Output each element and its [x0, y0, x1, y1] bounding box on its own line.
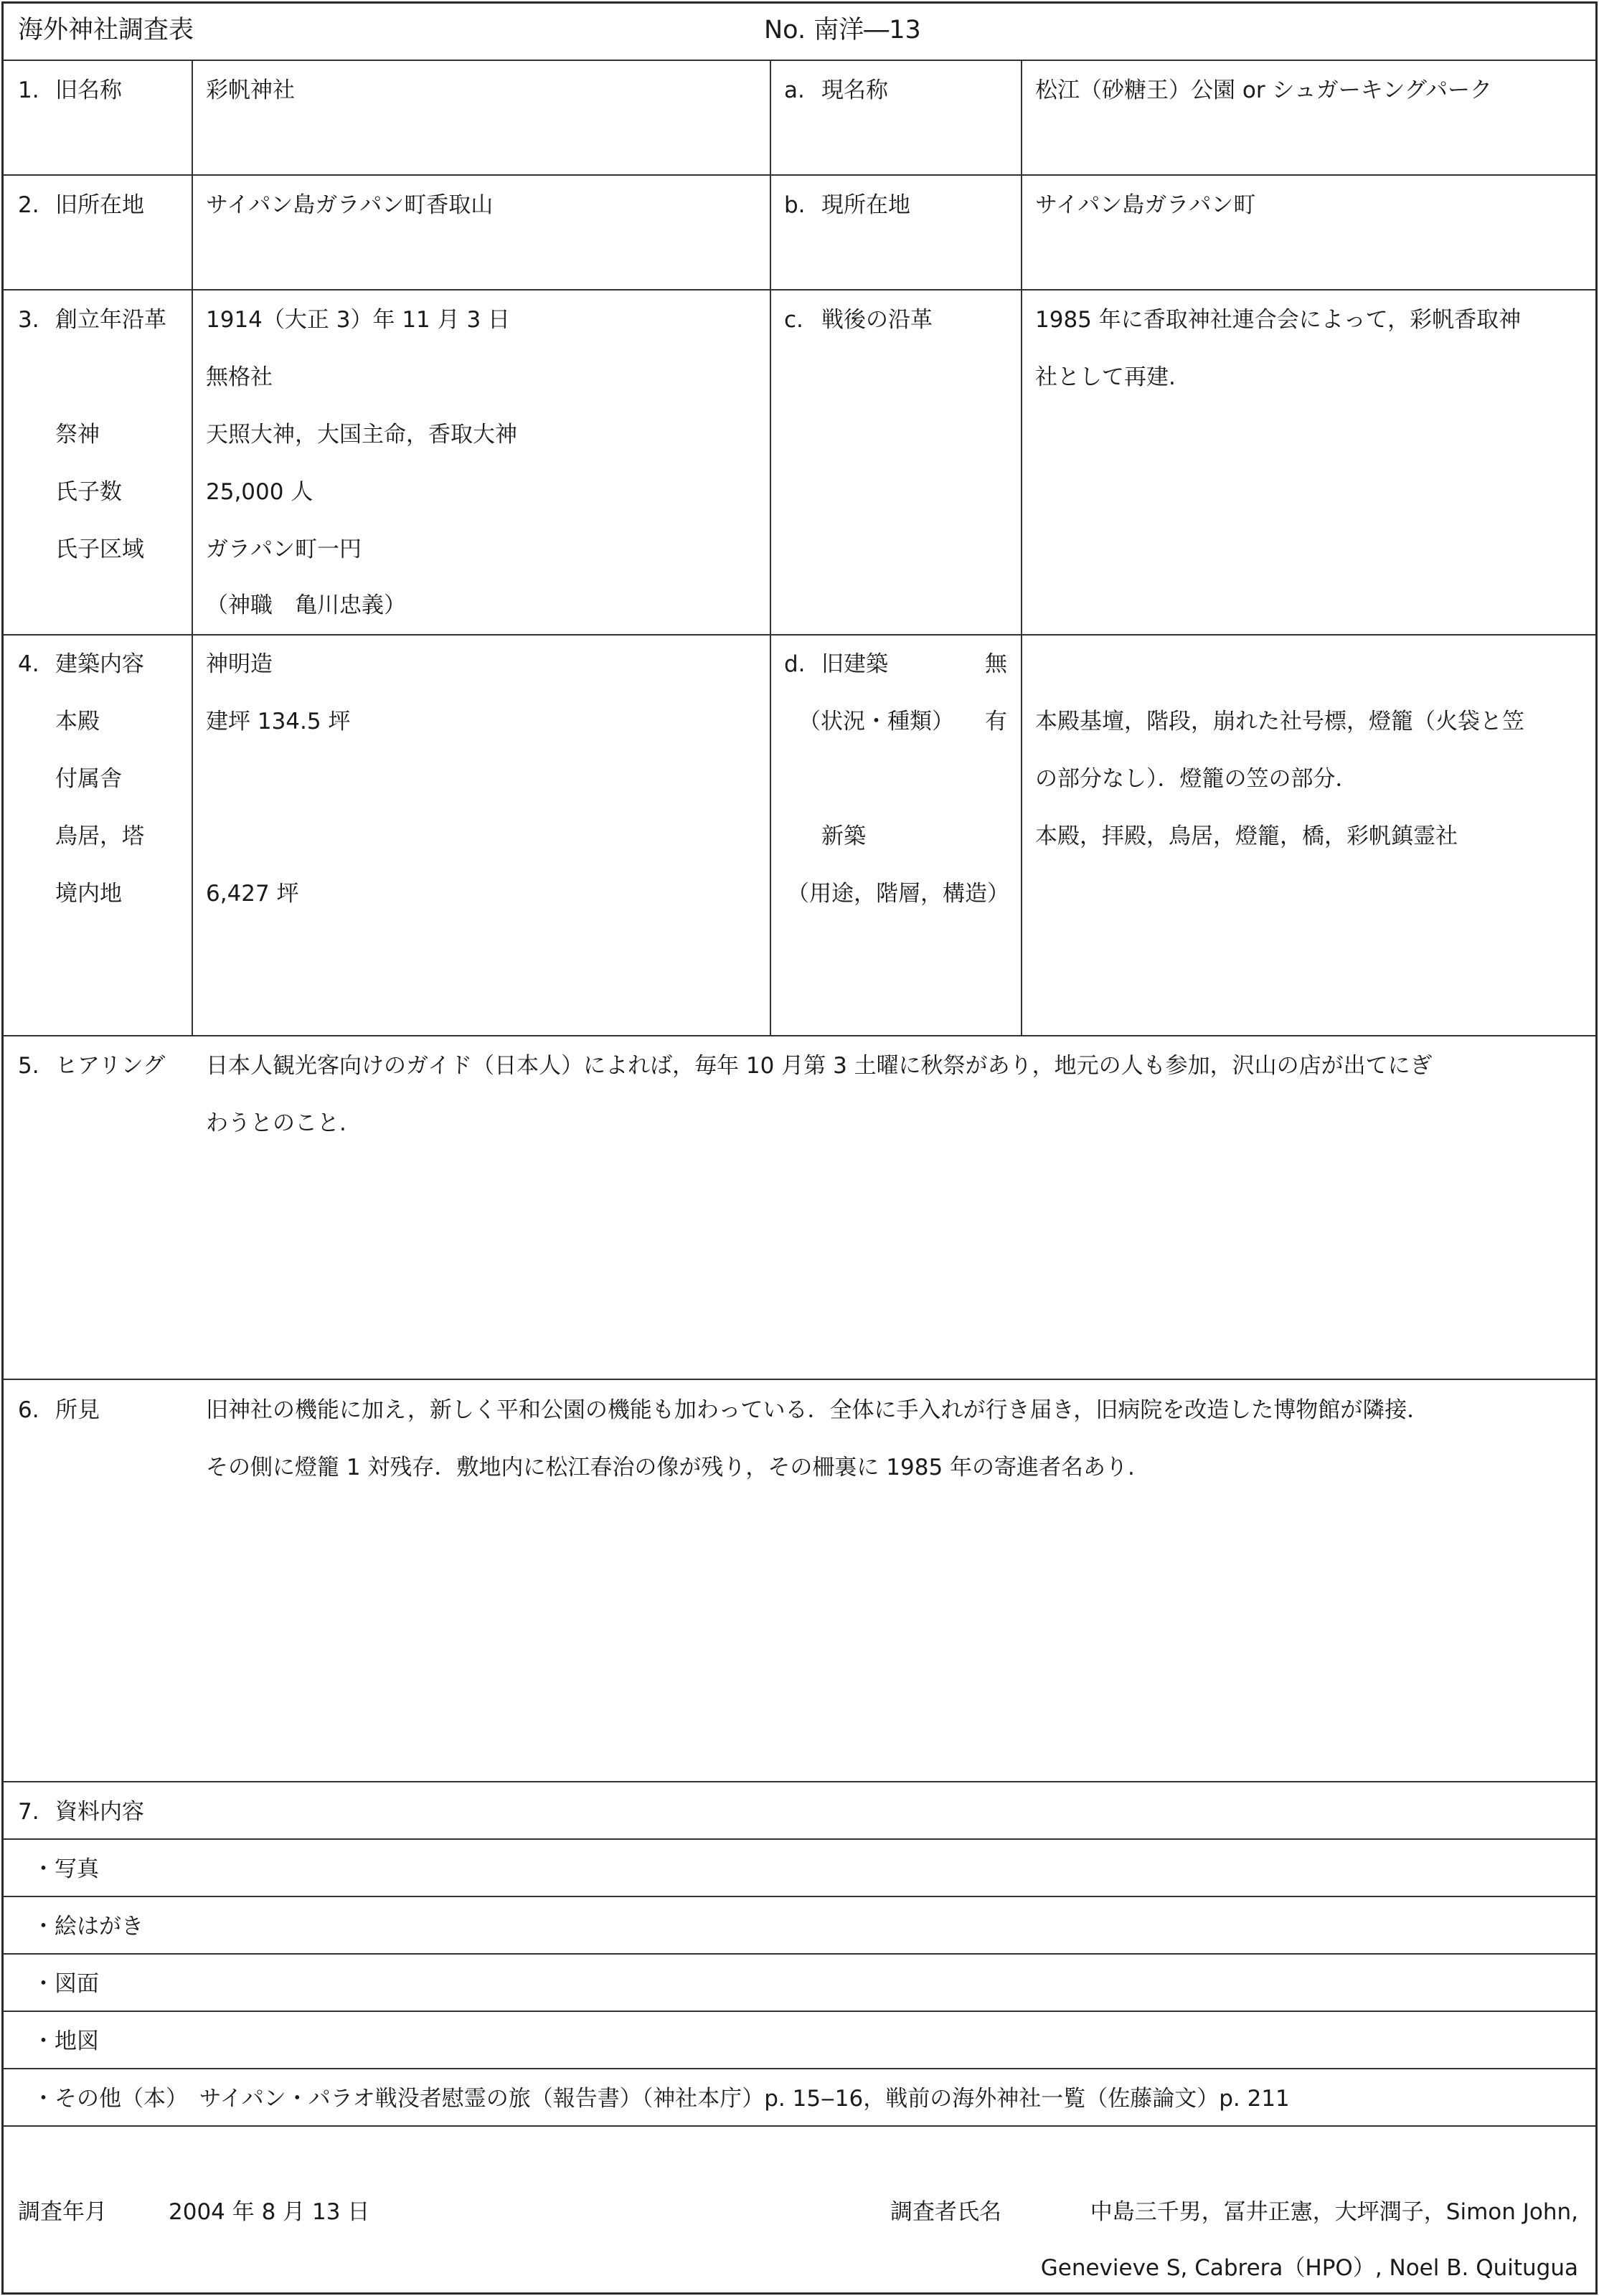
- sec4-has-value-line2: の部分なし）．燈籠の笠の部分．: [1035, 766, 1358, 792]
- sec2-sub-label: 現所在地: [821, 192, 910, 218]
- form-title: 海外神社調査表: [18, 16, 194, 44]
- sec2-value: サイパン島ガラパン町香取山: [206, 192, 494, 218]
- sec6-line2: その側に燈籠 1 対残存．敷地内に松江春治の像が残り，その柵裏に 1985 年の寄進者名あり.: [206, 1455, 1135, 1480]
- survey-date: 2004 年 8 月 13 日: [169, 2199, 370, 2225]
- sec4-has-value-line1: 本殿基壇，階段，崩れた社号標，燈籠（火袋と笠: [1035, 709, 1524, 734]
- sec6-line1: 旧神社の機能に加え，新しく平和公園の機能も加わっている．全体に手入れが行き届き，旧病院を改造した博物館が隣接．: [206, 1397, 1430, 1423]
- sec2-label: 旧所在地: [55, 192, 144, 218]
- survey-form: [1, 1, 1598, 2295]
- sec6-label: 所見: [55, 1397, 100, 1423]
- rule-7c: [4, 1953, 1595, 1955]
- material-item: ・絵はがき: [32, 1914, 143, 1940]
- col-rule-label: [192, 60, 193, 1035]
- material-item: ・その他（本） サイパン・パラオ戦没者慰霊の旅（報告書）（神社本庁）p. 15‒16，戦前の海外神社一覧（佐藤論文）p. 211: [32, 2086, 1290, 2112]
- sec7-num: 7.: [18, 1799, 39, 1825]
- rule-7d: [4, 2011, 1595, 2012]
- sec1-label: 旧名称: [55, 77, 122, 103]
- sec1-sub-letter: a.: [784, 77, 805, 103]
- sec3-priest: （神職 亀川忠義）: [206, 592, 406, 618]
- sec3-sub-value-line1: 1985 年に香取神社連合会によって，彩帆香取神: [1035, 307, 1522, 333]
- sec4-sub-letter: d.: [784, 651, 806, 677]
- sec5-label: ヒアリング: [55, 1053, 166, 1079]
- sec1-sub-value: 松江（砂糖王）公園 or シュガーキングパーク: [1035, 77, 1493, 103]
- sec4-style: 神明造: [206, 651, 273, 677]
- sec3-deity-label: 祭神: [55, 422, 100, 448]
- sec1-sub-label: 現名称: [821, 77, 888, 103]
- investigators-line1: 中島三千男，冨井正憲，大坪潤子，Simon John,: [1090, 2199, 1578, 2225]
- sec1-num: 1.: [18, 77, 39, 103]
- sec3-area: ガラパン町一円: [206, 537, 362, 562]
- sec3-parish-label: 氏子数: [55, 479, 122, 505]
- sec3-rank: 無格社: [206, 364, 273, 390]
- sec3-area-label: 氏子区域: [55, 537, 144, 562]
- sec2-sub-value: サイパン島ガラパン町: [1035, 192, 1256, 218]
- sec4-sub-label: 旧建築: [821, 651, 888, 677]
- sec3-parish: 25,000 人: [206, 479, 313, 505]
- sec3-deity: 天照大神，大国主命，香取大神: [206, 422, 517, 448]
- rule-7e: [4, 2068, 1595, 2069]
- rule-2: [4, 289, 1595, 290]
- sec4-torii-label: 鳥居，塔: [55, 823, 144, 849]
- sec4-honden-label: 本殿: [55, 709, 100, 734]
- sec3-sub-letter: c.: [784, 307, 803, 333]
- sec4-kind-label: （状況・種類）: [798, 709, 954, 734]
- sec3-sub-value-line2: 社として再建.: [1035, 364, 1176, 390]
- sec2-sub-letter: b.: [784, 192, 806, 218]
- investigators-line2: Genevieve S, Cabrera（HPO）, Noel B. Quitugua: [1040, 2255, 1578, 2281]
- col-rule-mid: [770, 60, 771, 1035]
- col-rule-sublabel: [1021, 60, 1022, 1035]
- rule-5: [4, 1379, 1595, 1380]
- sec3-date: 1914（大正 3）年 11 月 3 日: [206, 307, 511, 333]
- material-item: ・写真: [32, 1856, 99, 1882]
- sec6-num: 6.: [18, 1397, 39, 1423]
- rule-7f: [4, 2125, 1595, 2127]
- sec4-label: 建築内容: [55, 651, 144, 677]
- material-item: ・図面: [32, 1971, 99, 1997]
- sec4-has-label: 有: [985, 709, 1007, 734]
- sec4-grounds: 6,427 坪: [206, 881, 299, 907]
- sec1-value: 彩帆神社: [206, 77, 295, 103]
- investigators-label: 調査者氏名: [890, 2199, 1001, 2225]
- sec4-new-value: 本殿，拝殿，鳥居，燈籠，橋，彩帆鎮霊社: [1035, 823, 1458, 849]
- sec4-grounds-label: 境内地: [55, 881, 122, 907]
- rule-3: [4, 634, 1595, 636]
- survey-date-label: 調査年月: [18, 2199, 107, 2225]
- rule-7a: [4, 1838, 1595, 1840]
- sec3-num: 3.: [18, 307, 39, 333]
- sec4-new-label: 新築: [821, 823, 866, 849]
- rule-header: [4, 60, 1595, 61]
- sec3-label: 創立年沿革: [55, 307, 166, 333]
- sec3-sub-label: 戦後の沿革: [821, 307, 933, 333]
- material-item: ・地図: [32, 2028, 99, 2054]
- sec5-num: 5.: [18, 1053, 39, 1079]
- sec5-line1: 日本人観光客向けのガイド（日本人）によれば，毎年 10 月第 3 土曜に秋祭があり，地元の人も参加，沢山の店が出てにぎ: [206, 1053, 1433, 1079]
- sec4-none-label: 無: [985, 651, 1007, 677]
- form-number: No. 南洋―13: [764, 16, 921, 44]
- rule-4: [4, 1035, 1595, 1036]
- sec4-use-label: （用途，階層，構造）: [787, 881, 1009, 907]
- sec7-label: 資料内容: [55, 1799, 144, 1825]
- sec2-num: 2.: [18, 192, 39, 218]
- rule-1: [4, 174, 1595, 176]
- rule-6: [4, 1781, 1595, 1782]
- sec4-num: 4.: [18, 651, 39, 677]
- rule-7b: [4, 1896, 1595, 1897]
- sec4-honden: 建坪 134.5 坪: [206, 709, 351, 734]
- sec4-annex-label: 付属舎: [55, 766, 122, 792]
- sec5-line2: わうとのこと.: [206, 1110, 346, 1136]
